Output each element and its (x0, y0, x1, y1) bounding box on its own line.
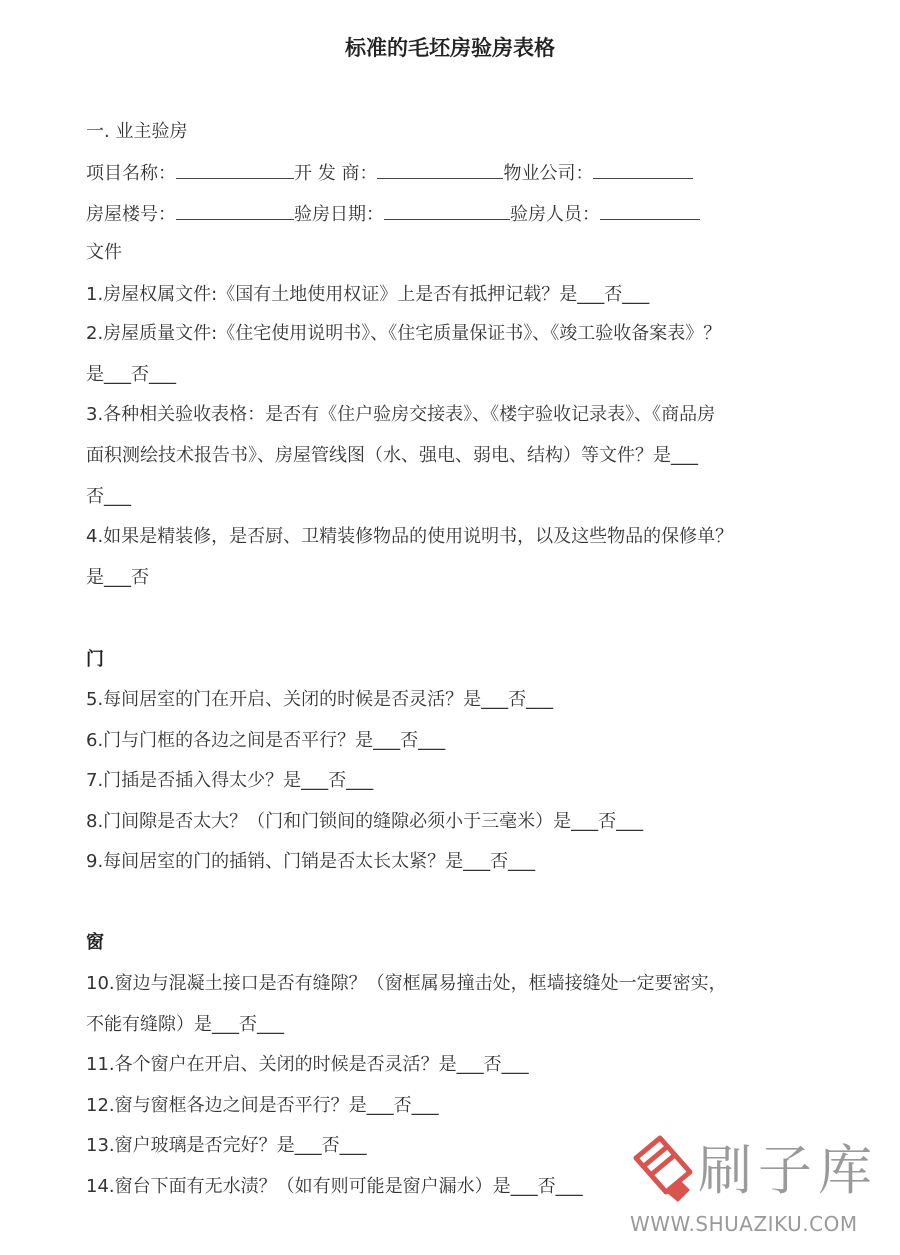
question-8: 8.门间隙是否太大？（门和门锁间的缝隙必须小于三毫米）是___否___ (86, 811, 644, 832)
documents-label: 文件 (86, 242, 122, 263)
watermark (630, 1128, 880, 1243)
question-4-line-2: 是___否 (86, 567, 149, 588)
question-7: 7.门插是否插入得太少？是___否___ (86, 770, 374, 791)
developer-blank[interactable] (377, 160, 503, 179)
project-name-label: 项目名称： (86, 163, 176, 184)
developer-label: 开 发 商： (294, 163, 378, 184)
question-11: 11.各个窗户在开启、关闭的时候是否灵活？是___否___ (86, 1054, 529, 1075)
section-heading-window: 窗 (86, 932, 104, 953)
watermark-brand: 刷子库 (698, 1139, 878, 1202)
question-2-line-2: 是___否___ (86, 364, 176, 385)
question-5: 5.每间居室的门在开启、关闭的时候是否灵活？是___否___ (86, 689, 554, 710)
question-9: 9.每间居室的门的插销、门销是否太长太紧？是___否___ (86, 851, 536, 872)
inspector-label: 验房人员： (510, 204, 600, 225)
section-heading-door: 门 (86, 649, 104, 670)
building-number-label: 房屋楼号： (86, 204, 176, 225)
question-10-line-2: 不能有缝隙）是___否___ (86, 1014, 284, 1035)
property-company-blank[interactable] (593, 160, 693, 179)
question-1: 1.房屋权属文件:《国有土地使用权证》上是否有抵押记载？是___否___ (86, 284, 650, 305)
question-10-line-1: 10.窗边与混凝土接口是否有缝隙？（窗框属易撞击处，框墙接缝处一定要密实， (86, 973, 727, 994)
question-14: 14.窗台下面有无水渍？（如有则可能是窗户漏水）是___否___ (86, 1176, 583, 1197)
question-3-line-2: 面积测绘技术报告书》、房屋管线图（水、强电、弱电、结构）等文件？是___ (86, 445, 698, 466)
question-13: 13.窗户玻璃是否完好？是___否___ (86, 1135, 367, 1156)
field-row-2 (86, 201, 700, 227)
property-company-label: 物业公司： (503, 163, 594, 184)
building-number-blank[interactable] (176, 201, 294, 220)
field-row-1 (86, 160, 693, 186)
question-6: 6.门与门框的各边之间是否平行？是___否___ (86, 730, 446, 751)
page-title: 标准的毛坯房验房表格 (345, 36, 555, 60)
question-12: 12.窗与窗框各边之间是否平行？是___否___ (86, 1095, 439, 1116)
section-heading-owner-inspection: 一. 业主验房 (86, 121, 188, 142)
question-3-line-3: 否___ (86, 486, 131, 507)
brush-logo-icon (630, 1132, 698, 1204)
question-3-line-1: 3.各种相关验收表格：是否有《住户验房交接表》、《楼宇验收记录表》、《商品房 (86, 404, 716, 425)
project-name-blank[interactable] (176, 160, 294, 179)
watermark-url: WWW.SHUAZIKU.COM (630, 1212, 858, 1236)
inspector-blank[interactable] (600, 201, 700, 220)
question-4-line-1: 4.如果是精装修，是否厨、卫精装修物品的使用说明书，以及这些物品的保修单？ (86, 526, 734, 547)
question-2-line-1: 2.房屋质量文件:《住宅使用说明书》、《住宅质量保证书》、《竣工验收备案表》？ (86, 323, 722, 344)
inspection-date-blank[interactable] (384, 201, 510, 220)
inspection-date-label: 验房日期： (294, 204, 384, 225)
